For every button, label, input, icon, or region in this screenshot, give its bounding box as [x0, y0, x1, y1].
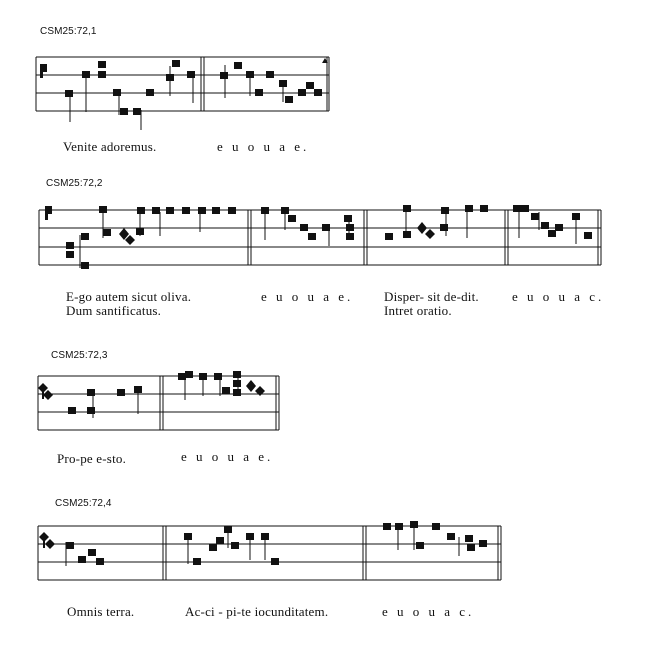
neumes: [39, 521, 487, 565]
lyric: E-go autem sicut oliva.: [66, 289, 192, 304]
chant-reference: CSM25:72,4: [55, 498, 112, 509]
lyric-second-line: Dum santificatus.: [66, 303, 162, 318]
differentia-vowels: e u o u a e.: [261, 289, 354, 304]
chant-reference: CSM25:72,3: [51, 350, 108, 361]
chant-reference: CSM25:72,1: [40, 26, 97, 37]
differentia-vowels: e u o u a c.: [512, 289, 605, 304]
differentia-vowels: e u o u a e.: [217, 139, 310, 154]
lyric: Venite adoremus.: [63, 139, 157, 154]
lyric: Pro-pe e-sto.: [57, 451, 127, 466]
lyric: Disper- sit de-dit.: [384, 289, 479, 304]
lyric: Omnis terra.: [67, 604, 135, 619]
differentia-vowels: e u o u a c.: [382, 604, 475, 619]
chant-reference: CSM25:72,2: [46, 178, 103, 189]
differentia-vowels: e u o u a e.: [181, 449, 274, 464]
lyric: Ac-ci - pi-te iocunditatem.: [185, 604, 329, 619]
lyric-second-line: Intret oratio.: [384, 303, 452, 318]
